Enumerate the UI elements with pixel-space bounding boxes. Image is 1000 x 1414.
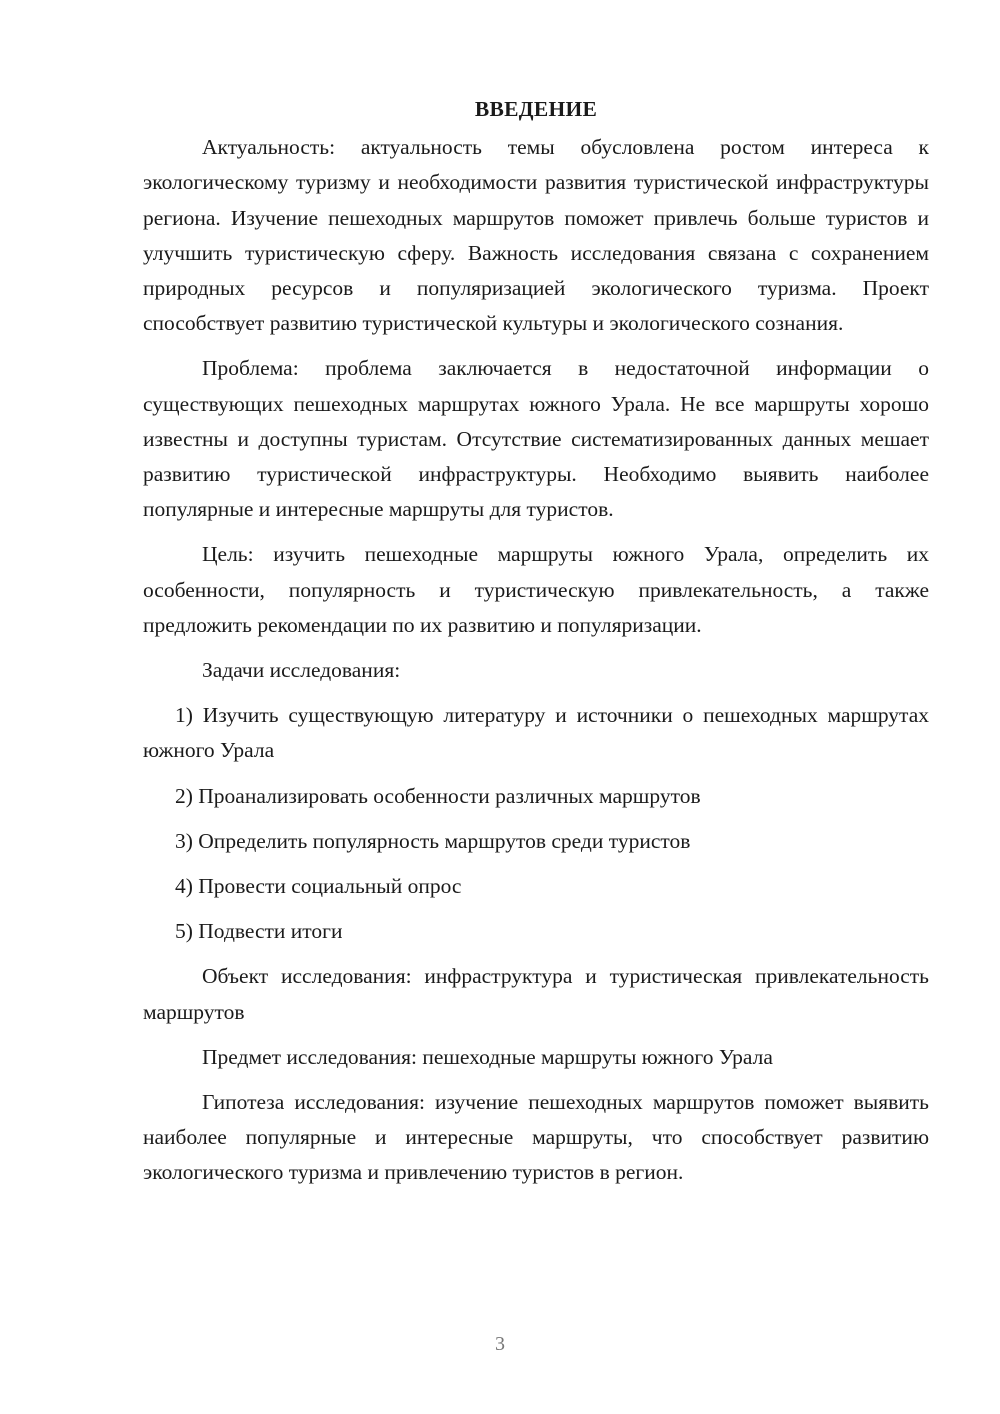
- hypothesis-paragraph: Гипотеза исследования: изучение пешеходных маршрутов поможет выявить наиболее популярные и интересные маршруты, что способствует развитию экологического туризма и привлечению туристов в регион.: [143, 1090, 929, 1185]
- object-paragraph: Объект исследования: инфраструктура и туристическая привлекательность маршрутов: [143, 964, 929, 1024]
- document-page: [143, 92, 929, 1201]
- task-item-3: 3) Определить популярность маршрутов среди туристов: [175, 828, 691, 853]
- task-item-5: 5) Подвести итоги: [175, 919, 343, 944]
- task-item-2: 2) Проанализировать особенности различных маршрутов: [175, 783, 701, 808]
- goal-paragraph: Цель: изучить пешеходные маршруты южного Урала, определить их особенности, популярность и туристическую привлекательность, а также предложить рекомендации по их развитию и популяризации.: [143, 542, 929, 637]
- tasks-heading: Задачи исследования:: [202, 658, 401, 683]
- task-item-4: 4) Провести социальный опрос: [175, 874, 462, 899]
- task-item-1: 1) Изучить существующую литературу и источники о пешеходных маршрутах южного Урала: [143, 703, 929, 763]
- relevance-paragraph: Актуальность: актуальность темы обусловлена ростом интереса к экологическому туризму и необходимости развития туристической инфраструктуры региона. Изучение пешеходных маршрутов поможет привлечь больше туристов и улучшить туристическую сферу. Важность исследования связана с сохранением природных ресурсов и популяризацией экологического туризма. Проект способствует развитию туристической культуры и экологического сознания.: [143, 135, 929, 336]
- section-title: ВВЕДЕНИЕ: [474, 97, 598, 121]
- problem-paragraph: Проблема: проблема заключается в недостаточной информации о существующих пешеходных маршрутах южного Урала. Не все маршруты хорошо известны и доступны туристам. Отсутствие систематизированных данных мешает развитию туристической инфраструктуры. Необходимо выявить наиболее популярные и интересные маршруты для туристов.: [143, 356, 929, 522]
- page-number: 3: [495, 1333, 505, 1355]
- subject-paragraph: Предмет исследования: пешеходные маршруты южного Урала: [202, 1044, 773, 1069]
